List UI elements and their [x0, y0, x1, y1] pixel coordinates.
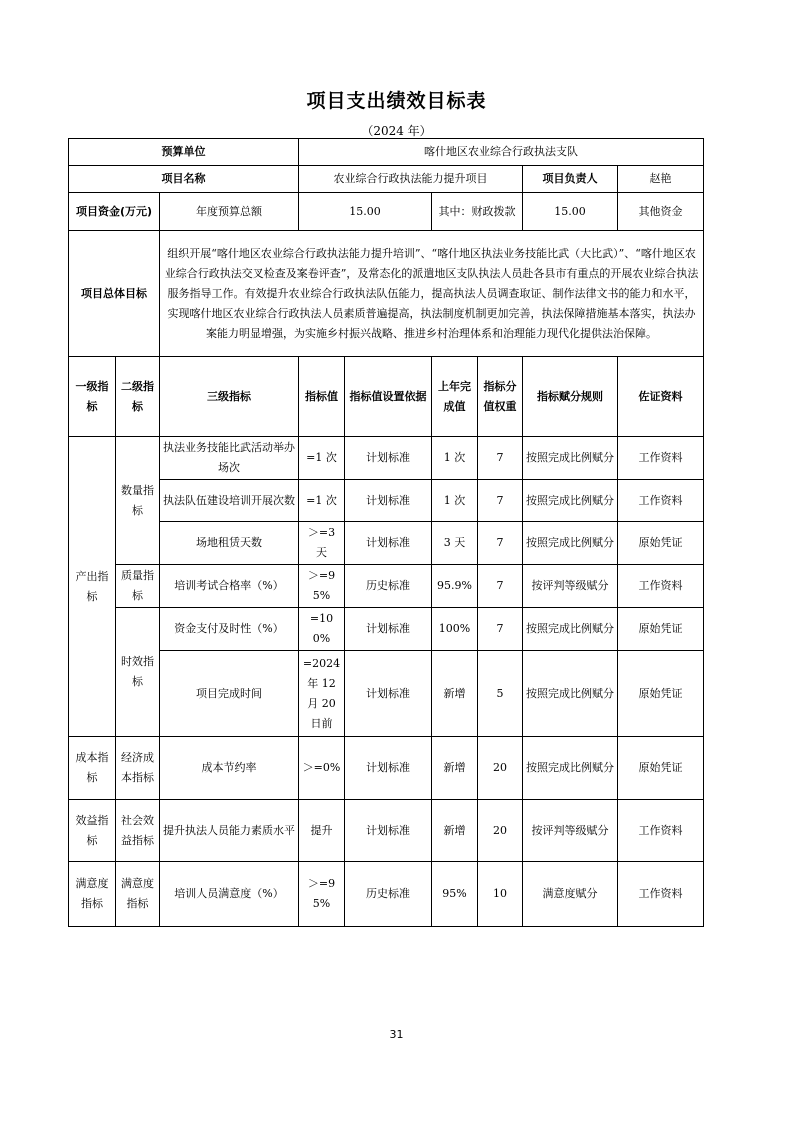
indicator-rule: 按照完成比例赋分 — [523, 437, 618, 480]
indicator-value: ＞=95% — [299, 862, 345, 927]
indicator-evidence: 工作资料 — [618, 800, 704, 862]
indicator-evidence: 原始凭证 — [618, 522, 704, 565]
indicator-value: ＞=0% — [299, 737, 345, 800]
fiscal-value: 15.00 — [523, 193, 618, 231]
indicator-last-year: 1 次 — [432, 480, 478, 522]
indicator-basis: 计划标准 — [345, 608, 432, 651]
indicator-name: 执法业务技能比武活动举办场次 — [160, 437, 299, 480]
group-cost: 成本指标 — [69, 737, 116, 800]
indicator-evidence: 工作资料 — [618, 480, 704, 522]
fiscal-label: 其中：财政拨款 — [432, 193, 523, 231]
indicator-evidence: 工作资料 — [618, 437, 704, 480]
indicator-weight: 7 — [478, 565, 523, 608]
indicator-evidence: 工作资料 — [618, 862, 704, 927]
col-evidence: 佐证资料 — [618, 357, 704, 437]
indicator-name: 执法队伍建设培训开展次数 — [160, 480, 299, 522]
project-name-value: 农业综合行政执法能力提升项目 — [299, 166, 523, 193]
indicator-weight: 7 — [478, 608, 523, 651]
page-title: 项目支出绩效目标表 — [306, 90, 487, 112]
annual-budget-label: 年度预算总额 — [160, 193, 299, 231]
col-level3: 三级指标 — [160, 357, 299, 437]
indicator-value: =100% — [299, 608, 345, 651]
indicator-rule: 满意度赋分 — [523, 862, 618, 927]
indicator-basis: 计划标准 — [345, 800, 432, 862]
fund-label: 项目资金(万元) — [69, 193, 160, 231]
year-label: （2024 年） — [361, 124, 432, 138]
indicator-name: 培训考试合格率（%） — [160, 565, 299, 608]
table-row — [69, 651, 704, 737]
col-level2: 二级指标 — [116, 357, 160, 437]
group-satisfaction-sub: 满意度指标 — [116, 862, 160, 927]
indicator-basis: 计划标准 — [345, 522, 432, 565]
indicator-weight: 7 — [478, 480, 523, 522]
leader-label: 项目负责人 — [523, 166, 618, 193]
indicator-basis: 计划标准 — [345, 737, 432, 800]
indicator-evidence: 工作资料 — [618, 565, 704, 608]
indicator-last-year: 3 天 — [432, 522, 478, 565]
goal-label: 项目总体目标 — [69, 231, 160, 357]
indicator-name: 培训人员满意度（%） — [160, 862, 299, 927]
indicator-name: 项目完成时间 — [160, 651, 299, 737]
table-row — [69, 862, 704, 927]
table-row — [69, 565, 704, 608]
annual-budget-value: 15.00 — [299, 193, 432, 231]
group-quality: 质量指标 — [116, 565, 160, 608]
table-row — [69, 437, 704, 480]
indicator-last-year: 新增 — [432, 651, 478, 737]
indicator-name: 成本节约率 — [160, 737, 299, 800]
group-quantity: 数量指标 — [116, 437, 160, 565]
indicator-basis: 计划标准 — [345, 480, 432, 522]
project-name-label: 项目名称 — [69, 166, 299, 193]
table-row — [69, 480, 704, 522]
indicator-value: ＞=95% — [299, 565, 345, 608]
indicator-value: ＞=3 天 — [299, 522, 345, 565]
group-benefit: 效益指标 — [69, 800, 116, 862]
group-timeliness: 时效指标 — [116, 608, 160, 737]
indicator-value: =1 次 — [299, 437, 345, 480]
page-number: 31 — [389, 1028, 404, 1041]
indicator-value: =1 次 — [299, 480, 345, 522]
indicator-rule: 按照完成比例赋分 — [523, 651, 618, 737]
col-basis: 指标值设置依据 — [345, 357, 432, 437]
indicator-evidence: 原始凭证 — [618, 737, 704, 800]
unit-label: 预算单位 — [69, 139, 299, 166]
other-funds-label: 其他资金 — [618, 193, 704, 231]
indicator-name: 提升执法人员能力素质水平 — [160, 800, 299, 862]
table-row — [69, 737, 704, 800]
indicator-rule: 按照完成比例赋分 — [523, 480, 618, 522]
indicator-last-year: 新增 — [432, 800, 478, 862]
indicator-evidence: 原始凭证 — [618, 651, 704, 737]
table-row — [69, 522, 704, 565]
indicator-name: 资金支付及时性（%） — [160, 608, 299, 651]
group-output: 产出指标 — [69, 437, 116, 737]
indicator-evidence: 原始凭证 — [618, 608, 704, 651]
indicator-weight: 10 — [478, 862, 523, 927]
group-social-benefit: 社会效益指标 — [116, 800, 160, 862]
indicator-weight: 7 — [478, 437, 523, 480]
col-weight: 指标分值权重 — [478, 357, 523, 437]
indicator-rule: 按评判等级赋分 — [523, 800, 618, 862]
group-economic-cost: 经济成本指标 — [116, 737, 160, 800]
indicator-basis: 历史标准 — [345, 565, 432, 608]
indicator-weight: 20 — [478, 800, 523, 862]
indicator-last-year: 100% — [432, 608, 478, 651]
goal-text: 组织开展“喀什地区农业综合行政执法能力提升培训”、“喀什地区执法业务技能比武（大比武）”、“喀什地区农业综合行政执法交叉检查及案卷评查”，及常态化的派遣地区支队执法人员赴各县市有重点的开展农业综合执法服务指导工作。有效提升农业综合行政执法队伍能力，提高执法人员调查取证、制作法律文书的能力和水平，实现喀什地区农业综合行政执法人员素质普遍提高，执法制度机制更加完善，执法保障措施基本落实，执法办案能力明显增强，为实施乡村振兴战略、推进乡村治理体系和治理能力现代化提供法治保障。 — [160, 231, 704, 357]
table-row — [69, 800, 704, 862]
indicator-value: 提升 — [299, 800, 345, 862]
col-level1: 一级指标 — [69, 357, 116, 437]
indicator-basis: 计划标准 — [345, 651, 432, 737]
indicator-last-year: 95.9% — [432, 565, 478, 608]
indicator-weight: 20 — [478, 737, 523, 800]
unit-value: 喀什地区农业综合行政执法支队 — [299, 139, 704, 166]
indicator-last-year: 新增 — [432, 737, 478, 800]
indicator-value: =2024 年 12 月 20 日前 — [299, 651, 345, 737]
indicator-rule: 按照完成比例赋分 — [523, 737, 618, 800]
indicator-rule: 按照完成比例赋分 — [523, 608, 618, 651]
indicator-basis: 历史标准 — [345, 862, 432, 927]
indicator-name: 场地租赁天数 — [160, 522, 299, 565]
indicator-last-year: 1 次 — [432, 437, 478, 480]
indicator-weight: 7 — [478, 522, 523, 565]
leader-value: 赵艳 — [618, 166, 704, 193]
indicator-rule: 按照完成比例赋分 — [523, 522, 618, 565]
group-satisfaction: 满意度指标 — [69, 862, 116, 927]
indicator-rule: 按评判等级赋分 — [523, 565, 618, 608]
performance-table — [68, 138, 704, 927]
col-rule: 指标赋分规则 — [523, 357, 618, 437]
indicator-basis: 计划标准 — [345, 437, 432, 480]
col-last-year: 上年完成值 — [432, 357, 478, 437]
indicator-weight: 5 — [478, 651, 523, 737]
indicator-last-year: 95% — [432, 862, 478, 927]
table-row — [69, 608, 704, 651]
col-value: 指标值 — [299, 357, 345, 437]
